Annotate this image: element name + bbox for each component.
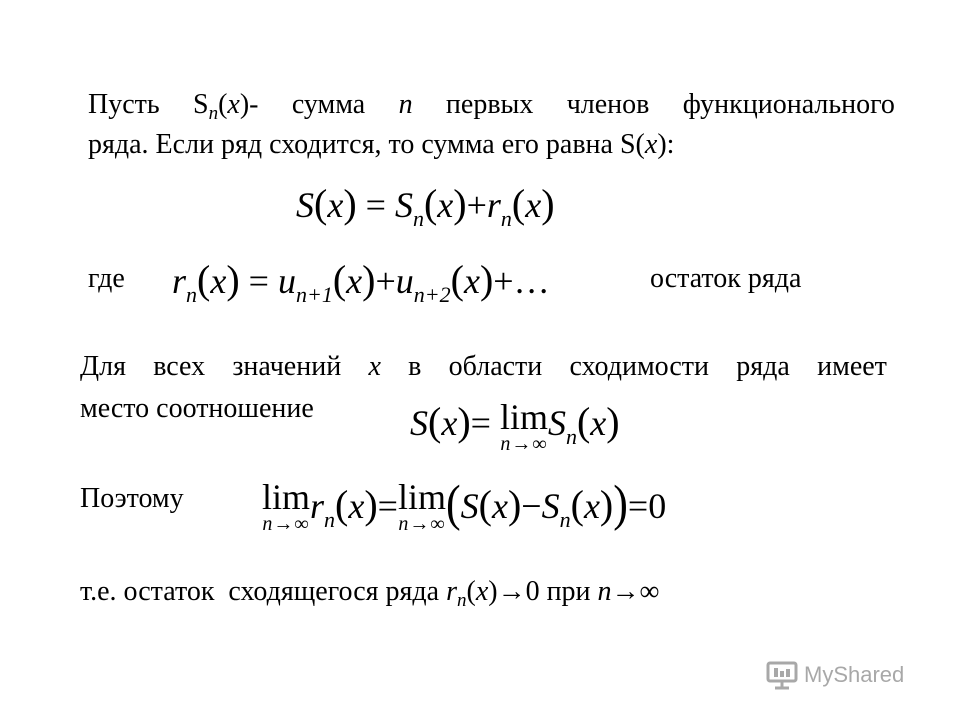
para2-line-2: место соотношение <box>80 393 314 424</box>
therefore-label: Поэтому <box>80 483 184 514</box>
formula-limit-sum: S(x)= lim n→∞ $S_n(x)$ <box>410 397 620 455</box>
word-funktsionalnogo: функционального <box>682 89 895 120</box>
intro-line-2: ряда. Если ряд сходится, то сумма его равна S(x): <box>88 129 675 160</box>
remainder-label: остаток ряда <box>650 263 802 294</box>
word-n: n <box>398 89 413 120</box>
myshared-watermark <box>766 660 904 690</box>
word-pervykh: первых <box>445 89 534 120</box>
conclusion-line: т.е. остаток сходящегося ряда $r_n(x)\to 0$ при n→∞ <box>80 576 660 611</box>
formula-limit-remainder: lim n→∞ $r_n(x)=$ lim n→∞ $(S(x)-S_n(x))=0$ <box>262 475 667 535</box>
para2-line-1: Для всех значений x в области сходимости ряда имеет <box>80 351 887 382</box>
word-summa: сумма <box>291 89 366 120</box>
word-pust: Пусть <box>88 89 160 120</box>
presentation-board-icon <box>766 660 798 690</box>
intro-line-1 <box>88 88 895 122</box>
sn-of-x: $S_n(x)-$ <box>193 89 259 124</box>
word-chlenov: членов <box>566 89 650 120</box>
watermark-brand: MyShared <box>804 662 905 687</box>
where-label: где <box>88 263 125 294</box>
formula-remainder: $r_n(x)$ = $u_{n+1}(x)+u_{n+2}(x)+\dots$ <box>172 257 550 307</box>
formula-sum-decomposition: $S(x) = S_n(x)+r_n(x)$ <box>296 181 555 231</box>
